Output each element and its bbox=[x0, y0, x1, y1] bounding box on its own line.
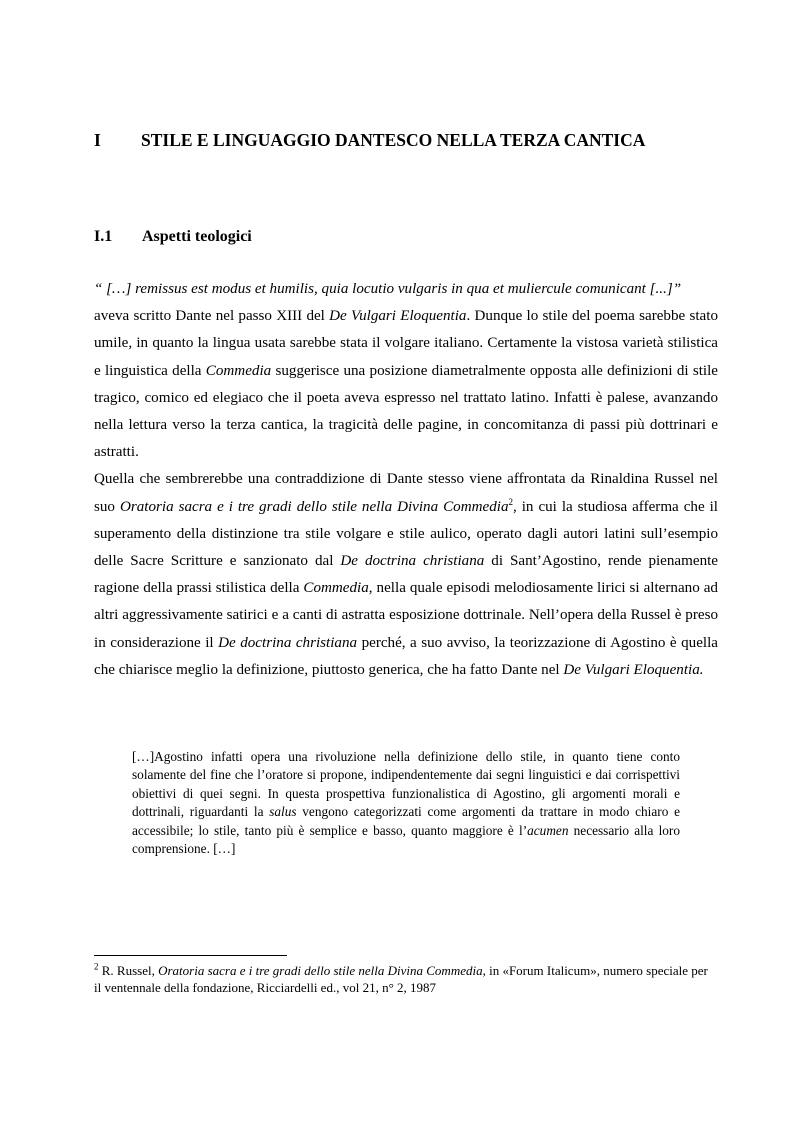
footnote-reference[interactable]: 2 bbox=[508, 496, 514, 507]
chapter-number: I bbox=[94, 130, 101, 150]
footnote-marker: 2 bbox=[94, 961, 99, 972]
footnote-divider bbox=[94, 955, 287, 956]
section-heading bbox=[94, 228, 252, 246]
chapter-title: STILE E LINGUAGGIO DANTESCO NELLA TERZA CANTICA bbox=[141, 130, 646, 150]
paragraph-2: Quella che sembrerebbe una contraddizione di Dante stesso viene affrontata da Rinaldina Russel nel suo Oratoria sacra e i tre gradi dello stile nella Divina Commedia$^2$, in cui la studiosa afferma che il superamento della distinzione tra stile volgare e stile aulico, operato dagli autori latini sull’esempio delle Sacre Scritture e sanzionato dal De doctrina christiana di Sant’Agostino, rende pienamente ragione della prassi stilistica della Commedia, nella quale episodi melodiosamente lirici si alternano ad altri aggressivamente satirici e a canti di astratta esposizione dottrinale. Nell’opera della Russel è preso in considerazione il De doctrina christiana perché, a suo avviso, la teorizzazione di Agostino è quella che chiarisce meglio la definizione, piuttosto generica, che ha fatto Dante nel De Vulgari Eloquentia. bbox=[94, 471, 719, 678]
block-quote: […]Agostino infatti opera una rivoluzione nella definizione dello stile, in quanto tiene conto solamente del fine che l’oratore si propone, indipendentemente dai segni linguistici e dai corrispettivi obiettivi di quei segni. In questa prospettiva funzionalistica di Agostino, gli argomenti morali e dottrinali, riguardanti la salus vengono categorizzati come argomenti da trattare in modo chiaro e accessibile; lo stile, tanto più è semplice e basso, quanto maggiore è l’acumen necessario alla loro comprensione. […] bbox=[132, 749, 680, 857]
section-number: I.1 bbox=[94, 228, 113, 245]
section-title: Aspetti teologici bbox=[142, 228, 252, 245]
footnote: $^2$ R. Russel, Oratoria sacra e i tre gradi dello stile nella Divina Commedia, in «Forum Italicum», numero speciale per il ventennale della fondazione, Ricciardelli ed., vol 21, n° 2, 1987 bbox=[94, 961, 708, 995]
latin-quote: “ […] remissus est modus et humilis, quia locutio vulgaris in qua et muliercule comunicant [...]” bbox=[94, 281, 682, 297]
chapter-heading bbox=[94, 130, 645, 151]
paragraph-1: “ […] remissus est modus et humilis, quia locutio vulgaris in qua et muliercule comunicant [...]” aveva scritto Dante nel passo XIII del De Vulgari Eloquentia. Dunque lo stile del poema sarebbe stato umile, in quanto la lingua usata sarebbe stata il volgare italiano. Certamente la vistosa varietà stilistica e linguistica della Commedia suggerisce una posizione diametralmente opposta alle definizioni di stile tragico, comico ed elegiaco che il poeta aveva espresso nel trattato latino. Infatti è palese, avanzando nella lettura verso la terza cantica, la tragicità delle pagine, in concomitanza di passi più dottrinari e astratti. bbox=[94, 281, 719, 461]
body-text bbox=[94, 276, 718, 684]
